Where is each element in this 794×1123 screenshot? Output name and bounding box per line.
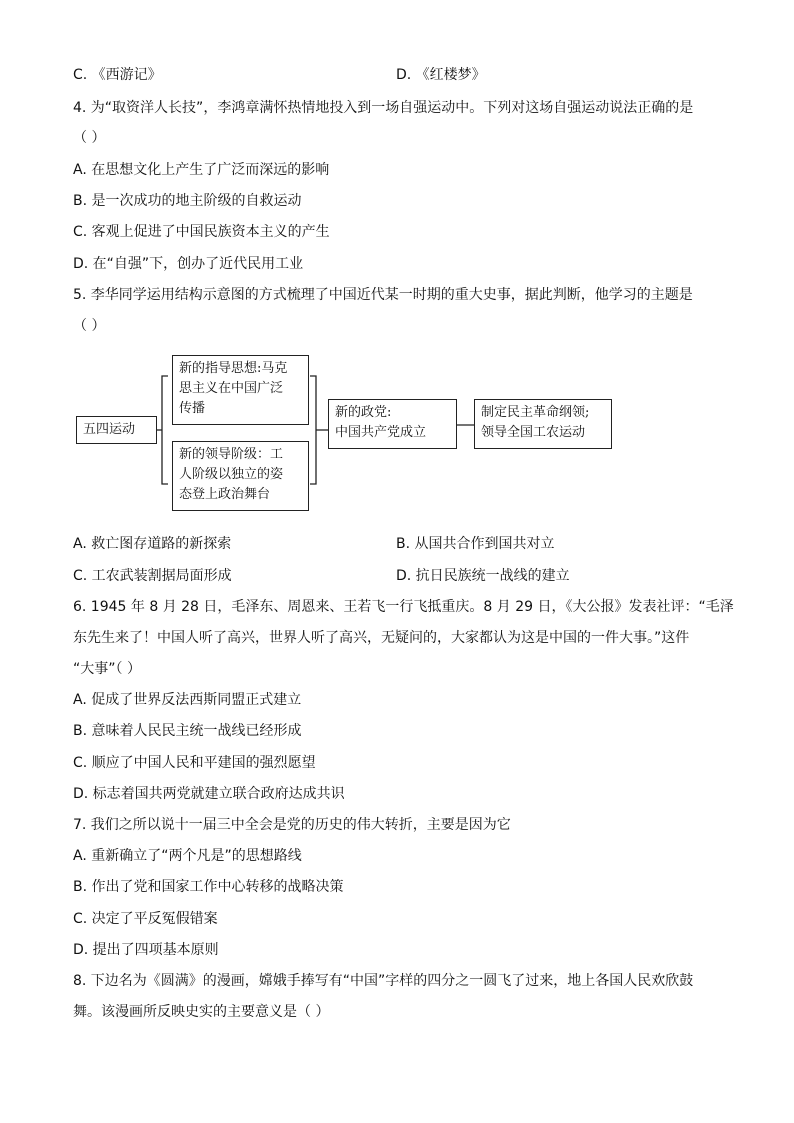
q6-option-a: A. 促成了世界反法西斯同盟正式建立: [73, 692, 302, 708]
diagram-end-line-1: 制定民主革命纲领;: [481, 405, 590, 420]
q8-stem-line-1: 8. 下边名为《圆满》的漫画，嫦娥手捧写有“中国”字样的四分之一圆飞了过来，地上各国人民欢欣鼓: [73, 973, 694, 989]
q6-stem-line-3: “大事”（ ）: [73, 661, 141, 677]
diagram-top-line-3: 传播: [179, 401, 206, 416]
q5-option-d: D. 抗日民族统一战线的建立: [396, 568, 570, 584]
q6-stem-line-1: 6. 1945 年 8 月 28 日，毛泽东、周恩来、王若飞一行飞抵重庆。8 月 29 日，《大公报》发表社评：“毛泽: [73, 599, 734, 615]
q5-option-c: C. 工农武装割据局面形成: [73, 568, 232, 584]
q7-stem: 7. 我们之所以说十一届三中全会是党的历史的伟大转折，主要是因为它: [73, 817, 511, 833]
q4-option-a: A. 在思想文化上产生了广泛而深远的影响: [73, 162, 330, 178]
q6-option-c: C. 顺应了中国人民和平建国的强烈愿望: [73, 755, 316, 771]
q8-stem-line-2: 舞。该漫画所反映史实的主要意义是（ ）: [73, 1004, 330, 1020]
q7-option-d: D. 提出了四项基本原则: [73, 942, 219, 958]
diagram-end-line-2: 领导全国工农运动: [481, 425, 586, 440]
q4-option-c: C. 客观上促进了中国民族资本主义的产生: [73, 224, 330, 240]
q5-option-b: B. 从国共合作到国共对立: [396, 536, 555, 552]
diagram-top-line-1: 新的指导思想:马克: [179, 361, 288, 376]
q5-stem: 5. 李华同学运用结构示意图的方式梳理了中国近代某一时期的重大史事，据此判断，他学习的主题是: [73, 287, 693, 303]
q5-option-a: A. 救亡图存道路的新探索: [73, 536, 232, 552]
q6-stem-line-2: 东先生来了！中国人听了高兴，世界人听了高兴，无疑问的，大家都认为这是中国的一件大事。”这件: [73, 630, 690, 646]
diagram-bottom-box: [172, 441, 309, 511]
q7-option-b: B. 作出了党和国家工作中心转移的战略决策: [73, 879, 344, 895]
q7-option-c: C. 决定了平反冤假错案: [73, 911, 218, 927]
diagram-middle-line-2: 中国共产党成立: [335, 425, 427, 440]
q4-answer-paren: （ ）: [73, 130, 106, 146]
q4-option-d: D. 在“自强”下，创办了近代民用工业: [73, 256, 304, 272]
diagram-start-box: [76, 416, 157, 444]
q6-option-b: B. 意味着人民民主统一战线已经形成: [73, 723, 302, 739]
diagram-top-box: [172, 355, 309, 425]
q3-option-d: D. 《红楼梦》: [396, 67, 486, 83]
diagram-middle-line-1: 新的政党:: [335, 405, 392, 420]
diagram-bottom-line-3: 态登上政治舞台: [179, 487, 271, 502]
diagram-left-bracket: [162, 376, 168, 484]
diagram-end-box: [474, 399, 612, 449]
diagram-bottom-line-2: 人阶级以独立的姿: [179, 467, 284, 482]
q3-option-c: C. 《西游记》: [73, 67, 162, 83]
q7-option-a: A. 重新确立了“两个凡是”的思想路线: [73, 848, 302, 864]
diagram-start-label: 五四运动: [83, 422, 136, 437]
diagram-top-line-2: 思主义在中国广泛: [179, 381, 284, 396]
q5-answer-paren: （ ）: [73, 318, 106, 334]
diagram-bottom-line-1: 新的领导阶级：工: [179, 447, 284, 462]
diagram-right-bracket: [310, 376, 316, 484]
q4-stem: 4. 为“取资洋人长技”，李鸿章满怀热情地投入到一场自强运动中。下列对这场自强运动说法正确的是: [73, 100, 694, 116]
diagram-middle-box: [328, 399, 457, 449]
q4-option-b: B. 是一次成功的地主阶级的自救运动: [73, 193, 302, 209]
q6-option-d: D. 标志着国共两党就建立联合政府达成共识: [73, 786, 345, 802]
